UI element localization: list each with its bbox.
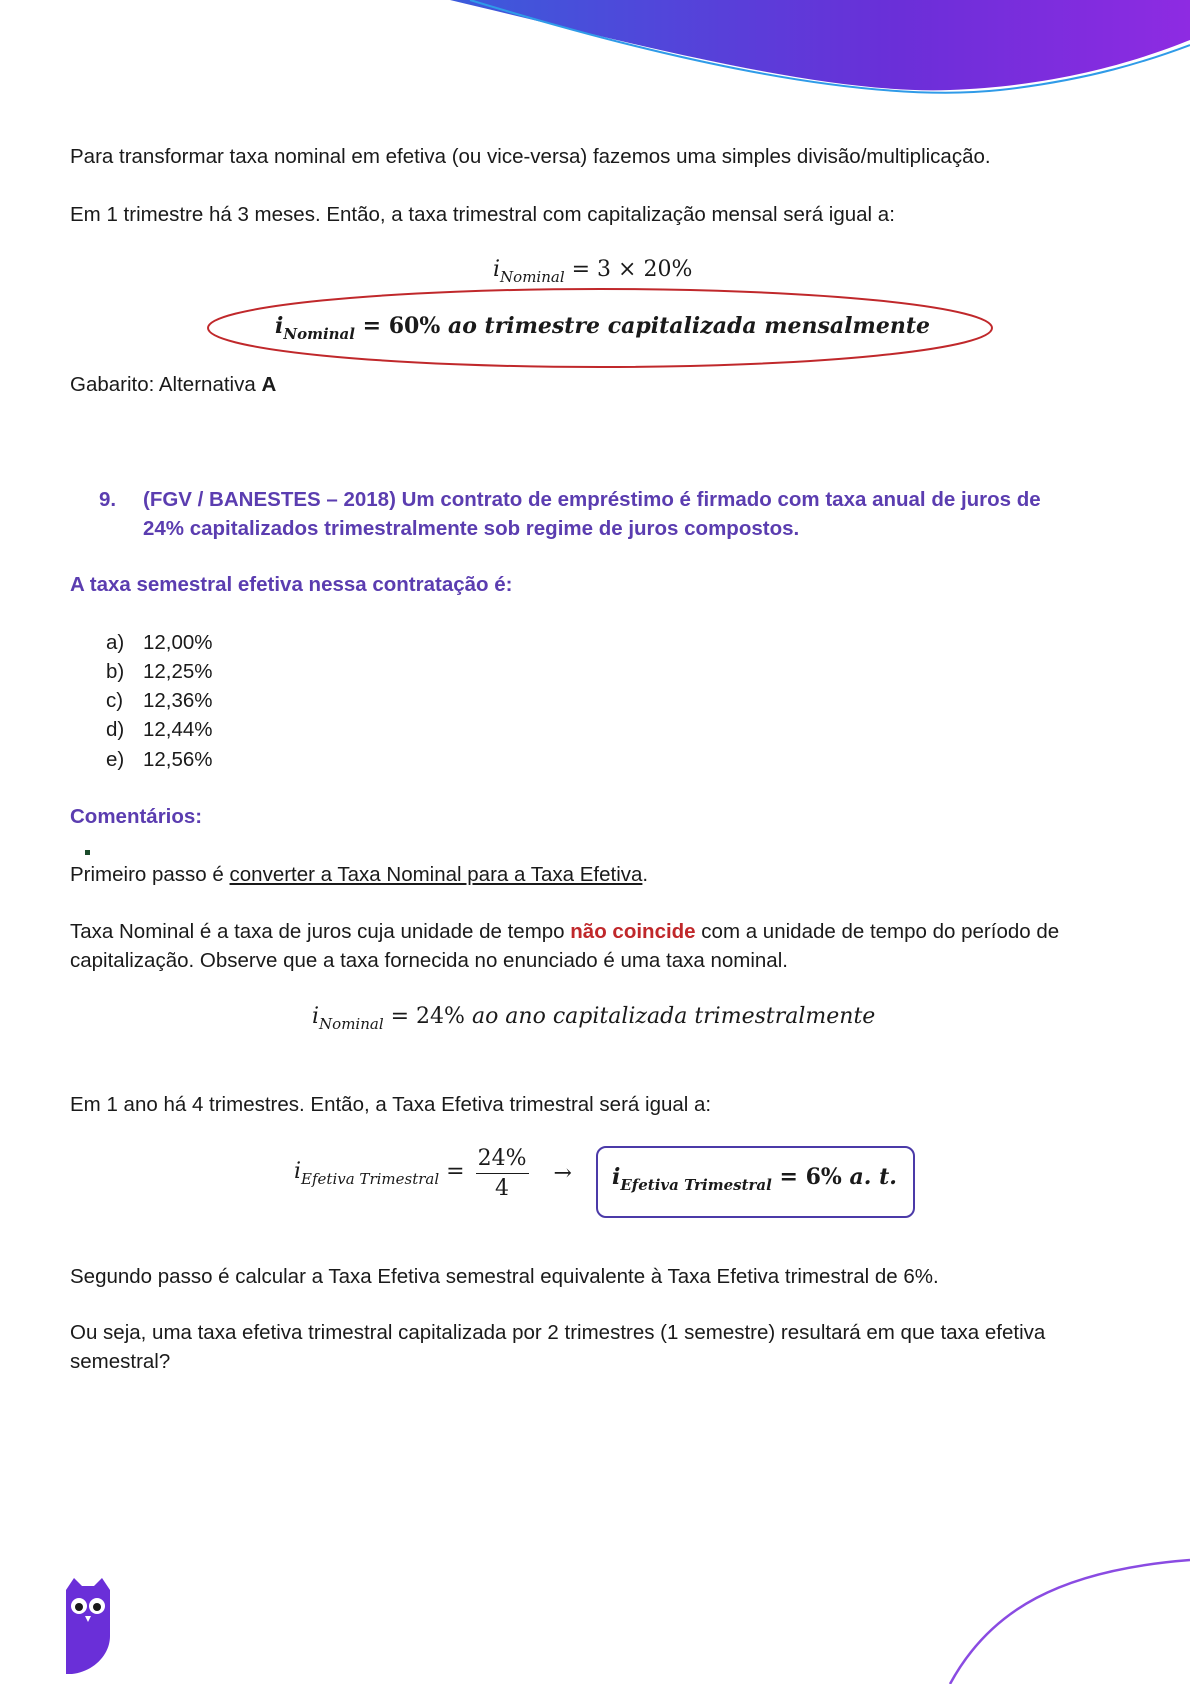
comments-heading: Comentários: (70, 805, 203, 828)
equation-nominal-3x20: $i_{Nominal} = 3 \times 20\%$ (493, 257, 693, 286)
question-number: 9. (99, 488, 117, 511)
step1-paragraph: Primeiro passo é converter a Taxa Nominal para a Taxa Efetiva. (70, 863, 649, 886)
question-line-paragraph: Ou seja, uma taxa efetiva trimestral capitalizada por 2 trimestres (1 semestre) resultará em que taxa efetiva semestral? (70, 1321, 1046, 1373)
equation-efetiva-fraction: $i_{Efetiva Trimestral}$ = $\frac{24\%}{4}$ → (294, 1146, 572, 1201)
paragraph-year: Em 1 ano há 4 trimestres. Então, a Taxa Efetiva trimestral será igual a: (70, 1093, 712, 1116)
option-b: b) 12,25% (106, 660, 213, 683)
definition-paragraph: Taxa Nominal é a taxa de juros cuja unidade de tempo não coincide com a unidade de tempo do período de capitalização. Observe que a taxa fornecida no enunciado é uma taxa nominal. (70, 920, 1060, 972)
bullet-marker (85, 850, 90, 855)
question-prompt: A taxa semestral efetiva nessa contratação é: (70, 573, 513, 596)
question-text: (FGV / BANESTES – 2018) Um contrato de empréstimo é firmado com taxa anual de juros de 24% capitalizados trimestralmente sob regime de juros compostos. (143, 488, 1041, 540)
option-c: c) 12,36% (106, 689, 213, 712)
equation-nominal-24: $i_{Nominal} = 24\%$ ao ano capitalizada trimestralmente (312, 1004, 876, 1033)
equation-efetiva-result: $i_{Efetiva Trimestral} = 6\%$ a. t. (612, 1164, 897, 1194)
option-e: e) 12,56% (106, 748, 213, 771)
gabarito: Gabarito: Alternativa A (70, 373, 277, 396)
paragraph-intro: Para transformar taxa nominal em efetiva (ou vice-versa) fazemos uma simples divisão/multiplicação. (70, 145, 991, 168)
option-a: a) 12,00% (106, 631, 213, 654)
option-d: d) 12,44% (106, 718, 213, 741)
paragraph-trimestre: Em 1 trimestre há 3 meses. Então, a taxa trimestral com capitalização mensal será igual a: (70, 203, 895, 226)
step2-paragraph: Segundo passo é calcular a Taxa Efetiva semestral equivalente à Taxa Efetiva trimestral de 6%. (70, 1265, 939, 1288)
step1-highlight: converter a Taxa Nominal para a Taxa Efetiva (229, 863, 643, 886)
equation-nominal-60: $i_{Nominal} = 60\%$ ao trimestre capitalizada mensalmente (275, 313, 930, 343)
owl-logo-icon (62, 1576, 114, 1676)
